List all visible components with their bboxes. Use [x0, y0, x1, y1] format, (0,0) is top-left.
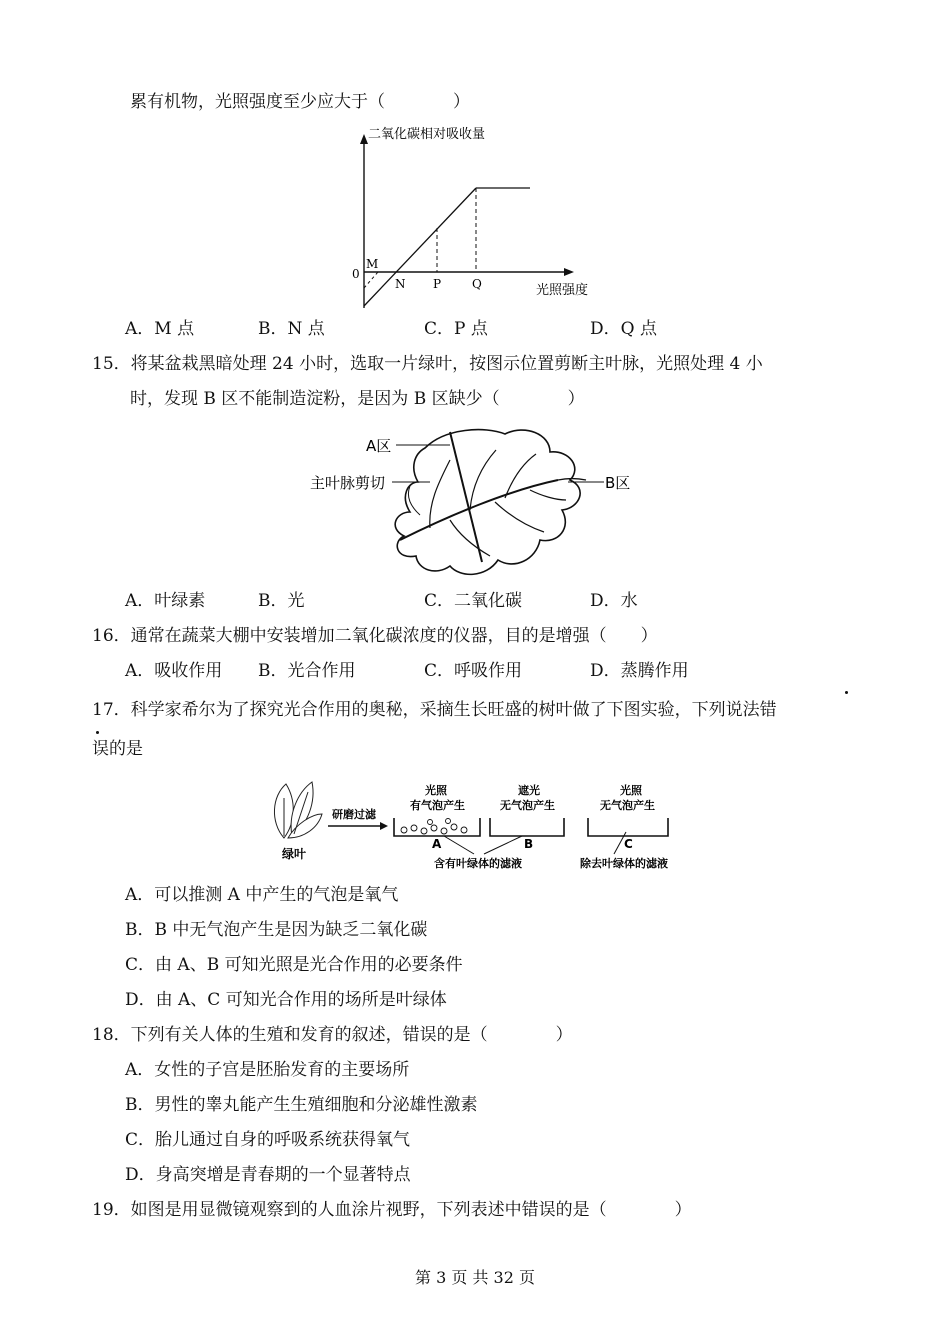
ab-pointer	[484, 836, 522, 854]
dish-c	[588, 818, 668, 836]
q15-stem-line1: 15．将某盆栽黑暗处理 24 小时，选取一片绿叶，按图示位置剪断主叶脉，光照处理 4 小	[92, 354, 763, 374]
q14-option-d[interactable]: D．Q 点	[590, 319, 657, 339]
q16-option-d[interactable]: D．蒸腾作用	[590, 661, 689, 681]
a-name: A	[432, 837, 442, 851]
c-result: 无气泡产生	[600, 799, 655, 812]
emphasis-dot	[845, 691, 848, 694]
y-axis-label: 二氧化碳相对吸收量	[368, 127, 486, 142]
q15-option-d[interactable]: D．水	[590, 591, 638, 611]
b-name: B	[524, 837, 534, 851]
q16-stem: 16．通常在蔬菜大棚中安装增加二氧化碳浓度的仪器，目的是增强（ ）	[92, 626, 658, 646]
c-name: C	[624, 837, 633, 851]
q16-option-b[interactable]: B．光合作用	[258, 661, 356, 681]
q18-option-d[interactable]: D．身高突增是青春期的一个显著特点	[125, 1165, 411, 1185]
q17-option-c[interactable]: C．由 A、B 可知光照是光合作用的必要条件	[125, 955, 463, 975]
q16-option-c[interactable]: C．呼吸作用	[424, 661, 523, 681]
q14-option-c[interactable]: C．P 点	[424, 319, 488, 339]
x-axis-arrow-icon	[564, 268, 574, 276]
bubbles-icon	[401, 819, 467, 835]
leaf-bunch-icon	[274, 782, 322, 838]
q17-option-d[interactable]: D．由 A、C 可知光合作用的场所是叶绿体	[125, 990, 447, 1010]
q17-stem-line1: 17．科学家希尔为了探究光合作用的奥秘，采摘生长旺盛的树叶做了下图实验，下列说法错	[92, 700, 777, 720]
point-p-label: P	[433, 277, 442, 291]
q14-stem-tail: 累有机物，光照强度至少应大于（ ）	[130, 92, 470, 112]
q17-option-b[interactable]: B．B 中无气泡产生是因为缺乏二氧化碳	[125, 920, 428, 940]
dish-b	[490, 818, 564, 836]
b-result: 无气泡产生	[500, 799, 555, 812]
c-caption: 除去叶绿体的滤液	[580, 857, 668, 870]
page-footer: 第 3 页 共 32 页	[415, 1268, 535, 1287]
emphasis-dot	[96, 731, 99, 734]
a-result: 有气泡产生	[410, 799, 465, 812]
y-axis-arrow-icon	[360, 134, 368, 144]
c-condition: 光照	[620, 784, 642, 797]
q17-experiment-figure	[262, 770, 692, 874]
arrow-head-icon	[380, 822, 388, 830]
q15-option-c[interactable]: C．二氧化碳	[424, 591, 523, 611]
b-condition: 遮光	[518, 784, 540, 797]
q18-stem: 18．下列有关人体的生殖和发育的叙述，错误的是（ ）	[92, 1025, 573, 1045]
ab-pointer	[444, 836, 474, 854]
m-dash	[364, 272, 378, 288]
q17-option-a[interactable]: A．可以推测 A 中产生的气泡是氧气	[125, 885, 399, 905]
q17-stem-line2: 误的是	[92, 739, 143, 759]
q15-leaf-figure	[300, 420, 650, 585]
point-n-label: N	[395, 277, 406, 291]
q19-stem: 19．如图是用显微镜观察到的人血涂片视野，下列表述中错误的是（ ）	[92, 1200, 692, 1220]
a-condition: 光照	[425, 784, 447, 797]
x-axis-label: 光照强度	[536, 283, 589, 298]
q14-option-a[interactable]: A．M 点	[125, 319, 195, 339]
q14-graph	[340, 118, 610, 314]
q18-option-c[interactable]: C．胎儿通过自身的呼吸系统获得氧气	[125, 1130, 411, 1150]
cut-label: 主叶脉剪切	[310, 474, 386, 492]
point-q-label: Q	[472, 277, 482, 291]
q15-option-a[interactable]: A．叶绿素	[125, 591, 206, 611]
q15-stem-line2: 时，发现 B 区不能制造淀粉，是因为 B 区缺少（ ）	[130, 389, 585, 409]
ab-caption: 含有叶绿体的滤液	[434, 857, 522, 870]
point-m-label: M	[366, 257, 379, 271]
q16-option-a[interactable]: A．吸收作用	[125, 661, 223, 681]
q18-option-b[interactable]: B．男性的睾丸能产生生殖细胞和分泌雄性激素	[125, 1095, 478, 1115]
q14-option-b[interactable]: B．N 点	[258, 319, 325, 339]
leaf-label: 绿叶	[282, 847, 307, 861]
a-region-label: A区	[366, 437, 392, 455]
q15-option-b[interactable]: B．光	[258, 591, 305, 611]
arrow-label: 研磨过滤	[332, 808, 376, 821]
leaf-stalk	[558, 479, 586, 481]
q18-option-a[interactable]: A．女性的子宫是胚胎发育的主要场所	[125, 1060, 410, 1080]
curve-rise	[364, 188, 476, 306]
origin-label: 0	[352, 267, 360, 281]
b-region-label: B区	[605, 474, 631, 492]
